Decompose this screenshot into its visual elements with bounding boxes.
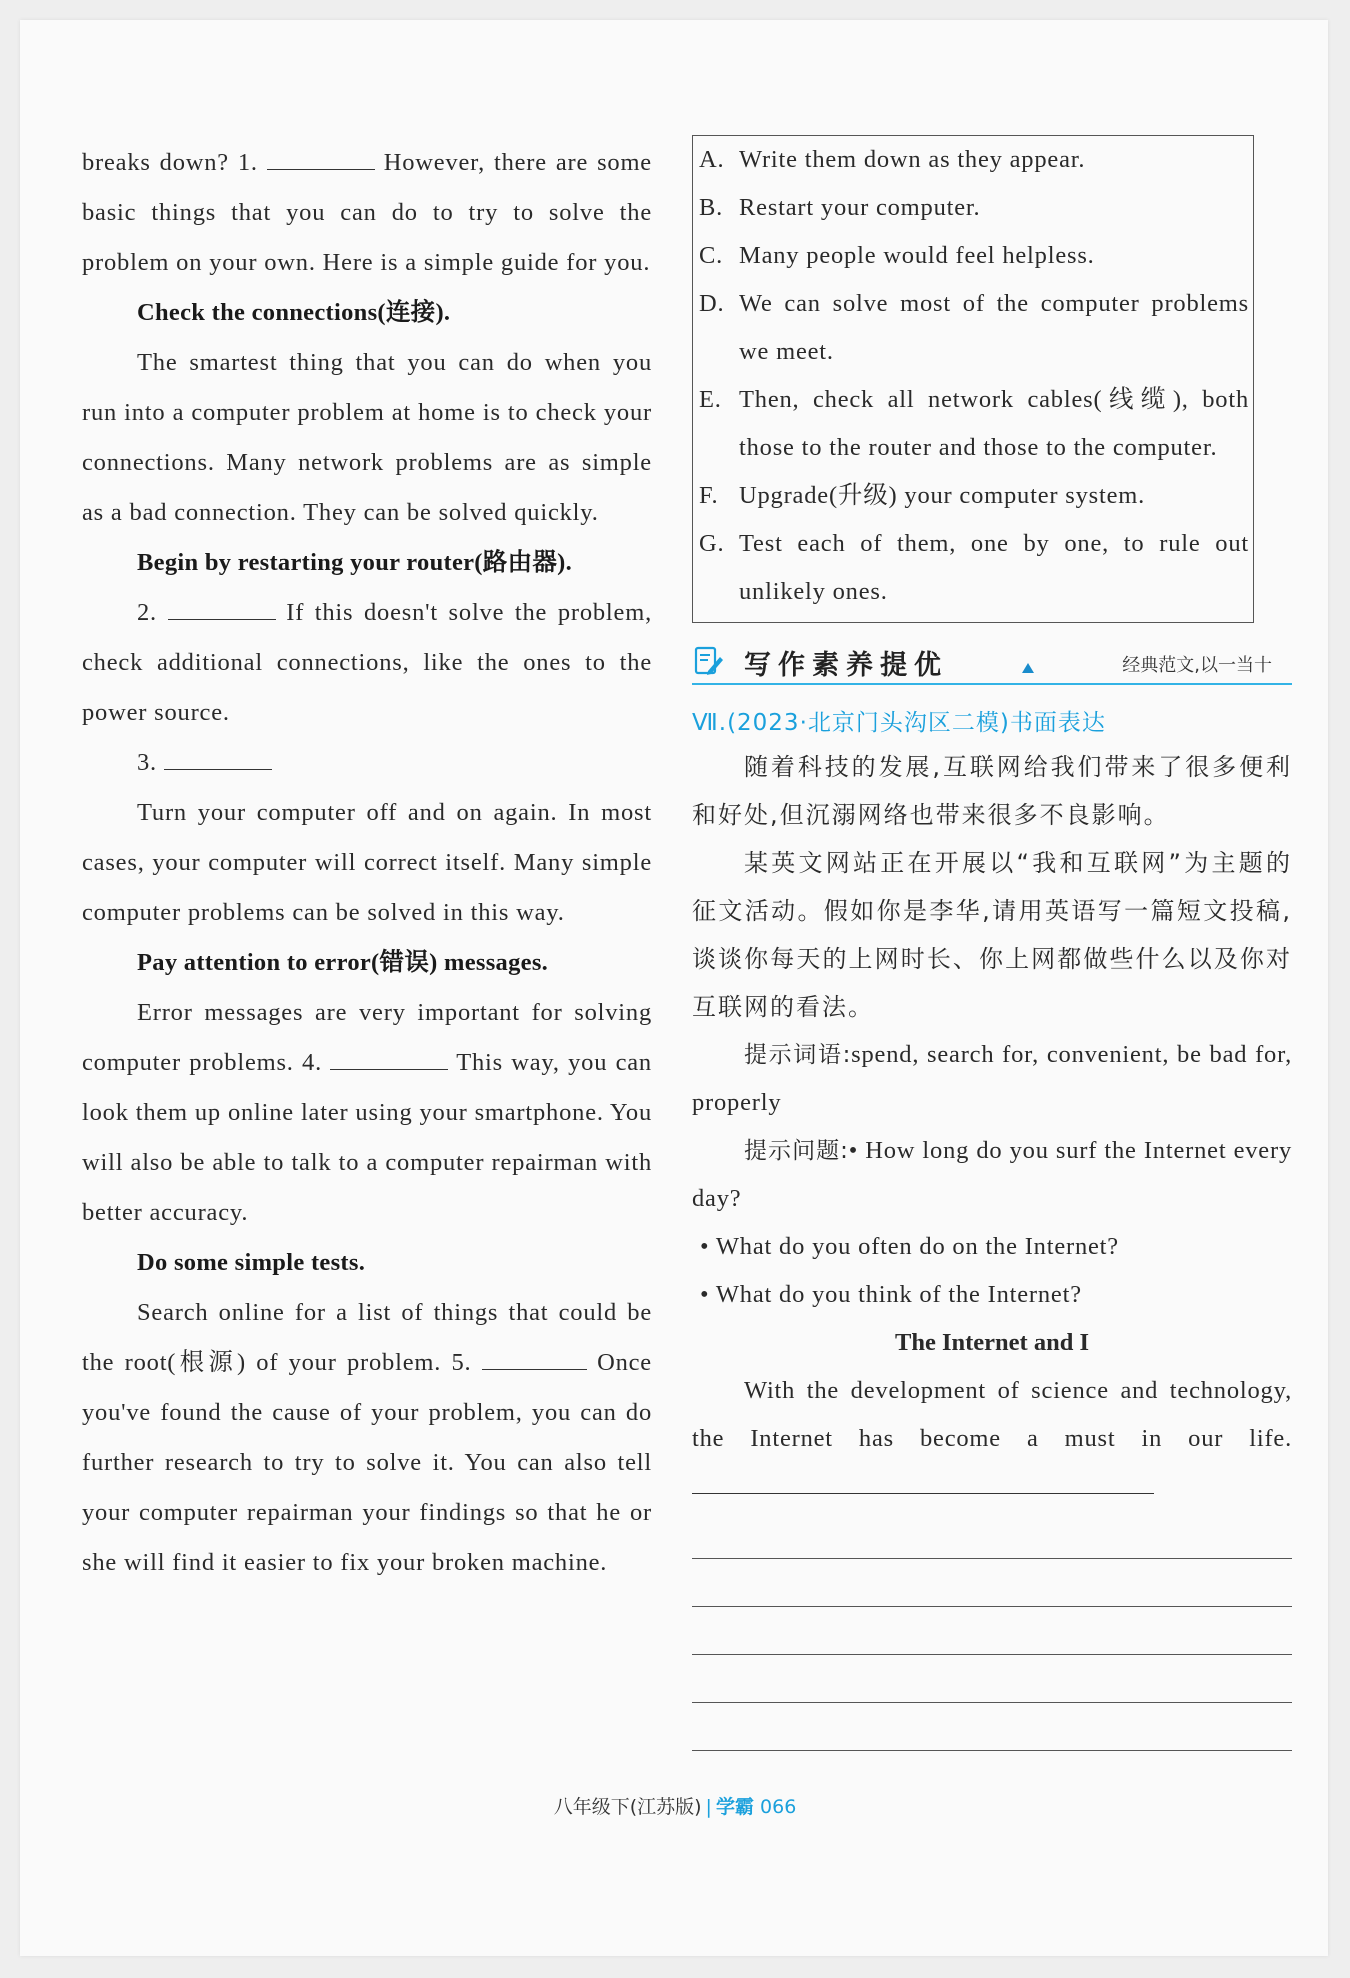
passage-paragraph-2: The smartest thing that you can do when you run into a computer problem at home is to check your connections. Many network problems are as simple as a bad connection. They can be solved quickly. [82, 349, 652, 526]
answer-blank-5[interactable] [482, 1349, 587, 1370]
answer-blank-4[interactable] [330, 1049, 448, 1070]
hint-question-2: • What do you often do on the Internet? [700, 1233, 1119, 1260]
writing-line-1[interactable] [692, 1467, 1154, 1494]
option-g: G. Test each of them, one by one, to rule out unlikely ones. [699, 530, 1249, 605]
passage-paragraph-3: 2. If this doesn't solve the problem, check additional connections, like the ones to the power source. [82, 599, 652, 726]
subheading-router: Begin by restarting your router(路由器). [137, 549, 573, 576]
passage-paragraph-5: Turn your computer off and on again. In most cases, your computer will correct itself. Many simple computer problems can be solved in this way. [82, 799, 652, 926]
essay-opening: With the development of science and technology, the Internet has become a must in our life. [692, 1367, 1292, 1511]
hint-question-1: 提示问题:• How long do you surf the Internet every day? [692, 1137, 1292, 1212]
writing-task: 某英文网站正在开展以“我和互联网”为主题的征文活动。假如你是李华,请用英语写一篇短文投稿,谈谈你每天的上网时长、你上网都做些什么以及你对互联网的看法。 [692, 849, 1292, 1021]
right-column [692, 135, 1292, 1751]
option-f: F. Upgrade(升级) your computer system. [699, 482, 1146, 509]
writing-line-2[interactable] [692, 1511, 1292, 1559]
option-d: D. We can solve most of the computer problems we meet. [699, 290, 1249, 365]
options-box [692, 135, 1254, 623]
writing-line-6[interactable] [692, 1703, 1292, 1751]
section-header [692, 641, 1292, 685]
passage-paragraph-1: breaks down? 1. However, there are some basic things that you can do to try to solve the problem on your own. Here is a simple guide for you. [82, 149, 652, 276]
option-e: E. Then, check all network cables(线缆), both those to the router and those to the computer. [699, 386, 1249, 461]
reading-passage [82, 138, 652, 1588]
footer-brand: 学霸 [715, 1796, 754, 1818]
essay-title: The Internet and I [895, 1329, 1089, 1356]
writing-line-4[interactable] [692, 1607, 1292, 1655]
passage-paragraph-7: Search online for a list of things that could be the root(根源) of your problem. 5. Once you've found the cause of your problem, you can do further research to try to solve it. You can also tell your computer repairman your findings so that he or she will find it easier to fix your broken machine. [82, 1299, 652, 1576]
subheading-error-messages: Pay attention to error(错误) messages. [137, 949, 549, 976]
subheading-connections: Check the connections(连接). [137, 299, 451, 326]
option-c: C. Many people would feel helpless. [699, 242, 1095, 269]
subheading-simple-tests: Do some simple tests. [137, 1249, 366, 1276]
answer-blank-1[interactable] [267, 149, 375, 170]
pencil-note-icon [694, 645, 724, 677]
passage-paragraph-6: Error messages are very important for solving computer problems. 4. This way, you can look them up online later using your smartphone. You will also be able to talk to a computer repairman with better accuracy. [82, 999, 652, 1226]
hint-question-3: • What do you think of the Internet? [700, 1281, 1082, 1308]
triangle-marker-icon [1022, 663, 1034, 673]
writing-line-3[interactable] [692, 1559, 1292, 1607]
question-label: Ⅶ.(2023·北京门头沟区二模)书面表达 [692, 710, 1106, 736]
worksheet-page [20, 20, 1328, 1956]
answer-blank-2[interactable] [168, 599, 276, 620]
writing-background: 随着科技的发展,互联网给我们带来了很多便利和好处,但沉溺网络也带来很多不良影响。 [692, 753, 1292, 829]
answer-blank-3[interactable] [164, 749, 272, 770]
page-footer: 八年级下(江苏版) | 学霸 066 [553, 1796, 797, 1818]
option-b: B. Restart your computer. [699, 194, 981, 221]
writing-line-5[interactable] [692, 1655, 1292, 1703]
footer-grade: 八年级下(江苏版) [553, 1796, 702, 1818]
page-number: 066 [760, 1796, 797, 1818]
hint-words: 提示词语:spend, search for, convenient, be bad for, properly [692, 1041, 1292, 1116]
option-a: A. Write them down as they appear. [699, 146, 1086, 173]
section-subtitle: 经典范文,以一当十 [1122, 655, 1272, 676]
section-title: 写作素养提优 [744, 650, 948, 681]
passage-paragraph-4: 3. [82, 738, 652, 788]
